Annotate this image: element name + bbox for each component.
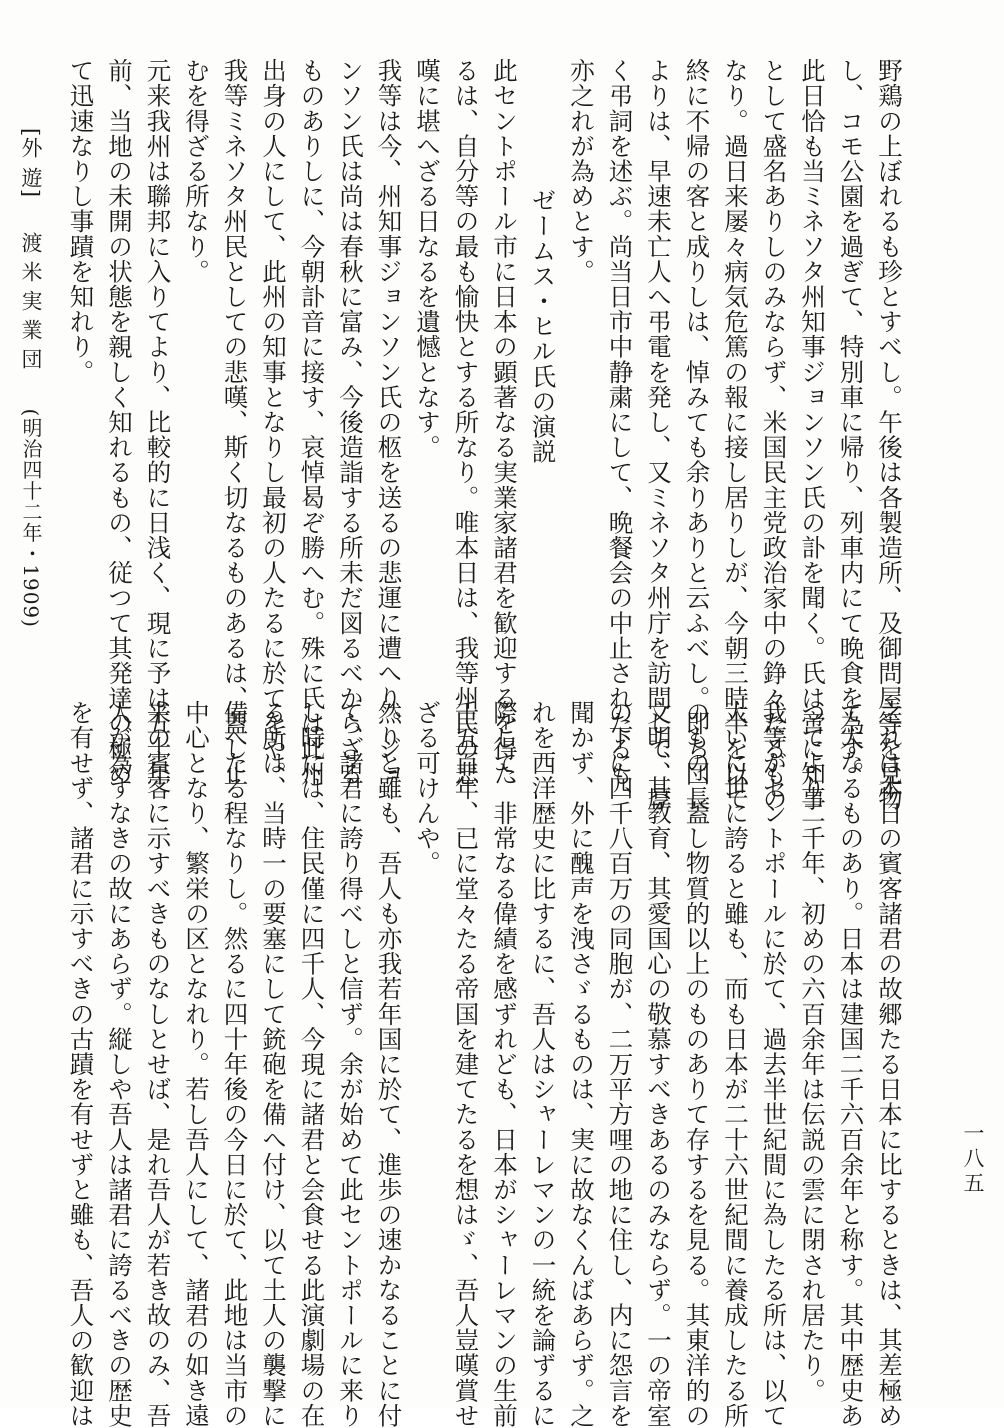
text-column: て大なるものあり。日本は建国二千六百余年と称す。其中歴史あ [836, 700, 866, 1428]
text-column: 来の賓客に示すべきものなしとせば、是れ吾人が若き故のみ、吾 [143, 700, 173, 1428]
text-column: し時には、住民僅に四千人、今現に諸君と会食せる此演劇場の在 [297, 700, 327, 1428]
text-column: 大いに世に誇ると雖も、而も日本が二十六世紀間に養成したる所 [721, 700, 750, 1428]
text-column: 前、当地の未開の状態を親しく知れるもの、従つて其発達の極め [105, 58, 134, 786]
text-column: のもの、蓋し物質的以上のものありて存するを見る。其東洋的の [682, 700, 712, 1428]
text-column: ンソン氏は尚は春秋に富み、今後造詣する所未だ図るべからざる [336, 58, 365, 786]
text-column: の下に四千八百万の同胞が、二万平方哩の地に住し、内に怨言を [605, 700, 635, 1428]
text-column: よりは、早速未亡人へ弔電を発し、又ミネソタ州庁を訪問して、厚 [644, 58, 673, 811]
text-column: く弔詞を述ぶ。尚当日市中静粛にして、晩餐会の中止されたるも、 [605, 58, 635, 811]
margin-caption [18, 128, 44, 628]
text-column: ざる可けんや。 [413, 700, 442, 876]
text-column: つてより二千年、初めの六百余年は伝説の雲に閉され居たり。 [798, 700, 827, 1403]
text-column: として盛名ありしのみならず、米国民主党政治家中の錚々たるもの [759, 58, 789, 811]
text-column: ものありしに、今朝訃音に接す、哀悼曷ぞ勝へむ。殊に氏は此州 [297, 58, 327, 786]
text-column: て、諸君に誇り得べしと信ず。余が始めて此セントポールに来り [336, 700, 365, 1428]
text-column: 文明、其教育、其愛国心の敬慕すべきあるのみならず。一の帝室 [644, 700, 673, 1428]
caption-year: (明治四十二年・1909) [19, 408, 43, 628]
text-column: 我等がセントポールに於て、過去半世紀間に為したる所は、以て [759, 700, 789, 1428]
text-column: れを西洋歴史に比するに、吾人はシャーレマンの一統を論ずるに [528, 700, 558, 1428]
text-column: 我等は今、州知事ジョンソン氏の柩を送るの悲運に遭へり。ジョ [374, 58, 404, 786]
bottom-text-block [66, 700, 908, 1428]
text-column: 我等ミネソタ州民としての悲嘆、斯く切なるものあるは、蓋し止 [220, 58, 250, 786]
section-heading: ゼームス・ヒル氏の演説 [528, 188, 558, 465]
text-column: るは、自分等の最も愉快とする所なり。唯本日は、我等州民の悲 [451, 58, 481, 786]
text-column: 亦之れが為めとす。 [567, 58, 596, 284]
text-column: て迅速なりし事蹟を知れり。 [66, 58, 96, 385]
text-column: 元来我州は聯邦に入りてより、比較的に日浅く、現に予は五十年 [143, 58, 173, 786]
text-column: なり。過日来屡々病気危篤の報に接し居りしが、今朝三時半を以て [721, 58, 750, 811]
text-column: 嘆に堪へざる日なるを遺憾となす。 [413, 58, 442, 460]
caption-section: [外 遊] [19, 128, 43, 199]
text-column: 終に不帰の客と成りしは、悼みても余りありと云ふべし。即ち団長 [682, 58, 712, 811]
text-column: る所は、当時一の要塞にして銃砲を備へ付け、以て土人の襲撃に [259, 700, 288, 1428]
text-column: 此セントポール市に日本の顕著なる実業家諸君を歓迎するを得た [490, 58, 519, 786]
text-column: 聞かず、外に醜声を洩さゞるものは、実に故なくんばあらず。之 [567, 700, 596, 1428]
text-column: 野鶏の上ぼれるも珍とすべし。午後は各製造所、及御問屋等を見物 [875, 58, 904, 811]
text-column: むを得ざる所なり。 [182, 58, 211, 284]
text-column: 此日恰も当ミネソタ州知事ジョンソン氏の訃を聞く。氏は啻に知事 [798, 58, 827, 811]
text-column: 際して、非常なる偉績を感ずれども、日本がシャーレマンの生前 [490, 700, 519, 1428]
text-column: 人が為すなきの故にあらず。縦しや吾人は諸君に誇るべきの歴史 [105, 700, 134, 1428]
page-number: 一八五 [961, 1122, 985, 1197]
text-column: 備へたる程なりし。然るに四十年後の今日に於て、此地は当市の [220, 700, 250, 1428]
text-column: 然りと雖も、吾人も亦我若年国に於て、進歩の速かなることに付 [374, 700, 404, 1428]
text-column: 千五百年、已に堂々たる帝国を建てたるを想はゞ、吾人豈嘆賞せ [451, 700, 481, 1428]
text-column: 之れは本日の賓客諸君の故郷たる日本に比するときは、其差極め [875, 700, 904, 1428]
text-column: 出身の人にして、此州の知事となりし最初の人たるに於てをや。 [259, 58, 288, 786]
text-column: 中心となり、繁栄の区となれり。若し吾人にして、諸君の如き遠 [182, 700, 211, 1428]
text-column: し、コモ公園を過ぎて、特別車に帰り、列車内にて晩食を為す。 [836, 58, 866, 786]
text-column: を有せず、諸君に示すべきの古蹟を有せずと雖も、吾人の歓迎は [66, 700, 96, 1428]
caption-title: 渡米実業団 [19, 231, 43, 377]
